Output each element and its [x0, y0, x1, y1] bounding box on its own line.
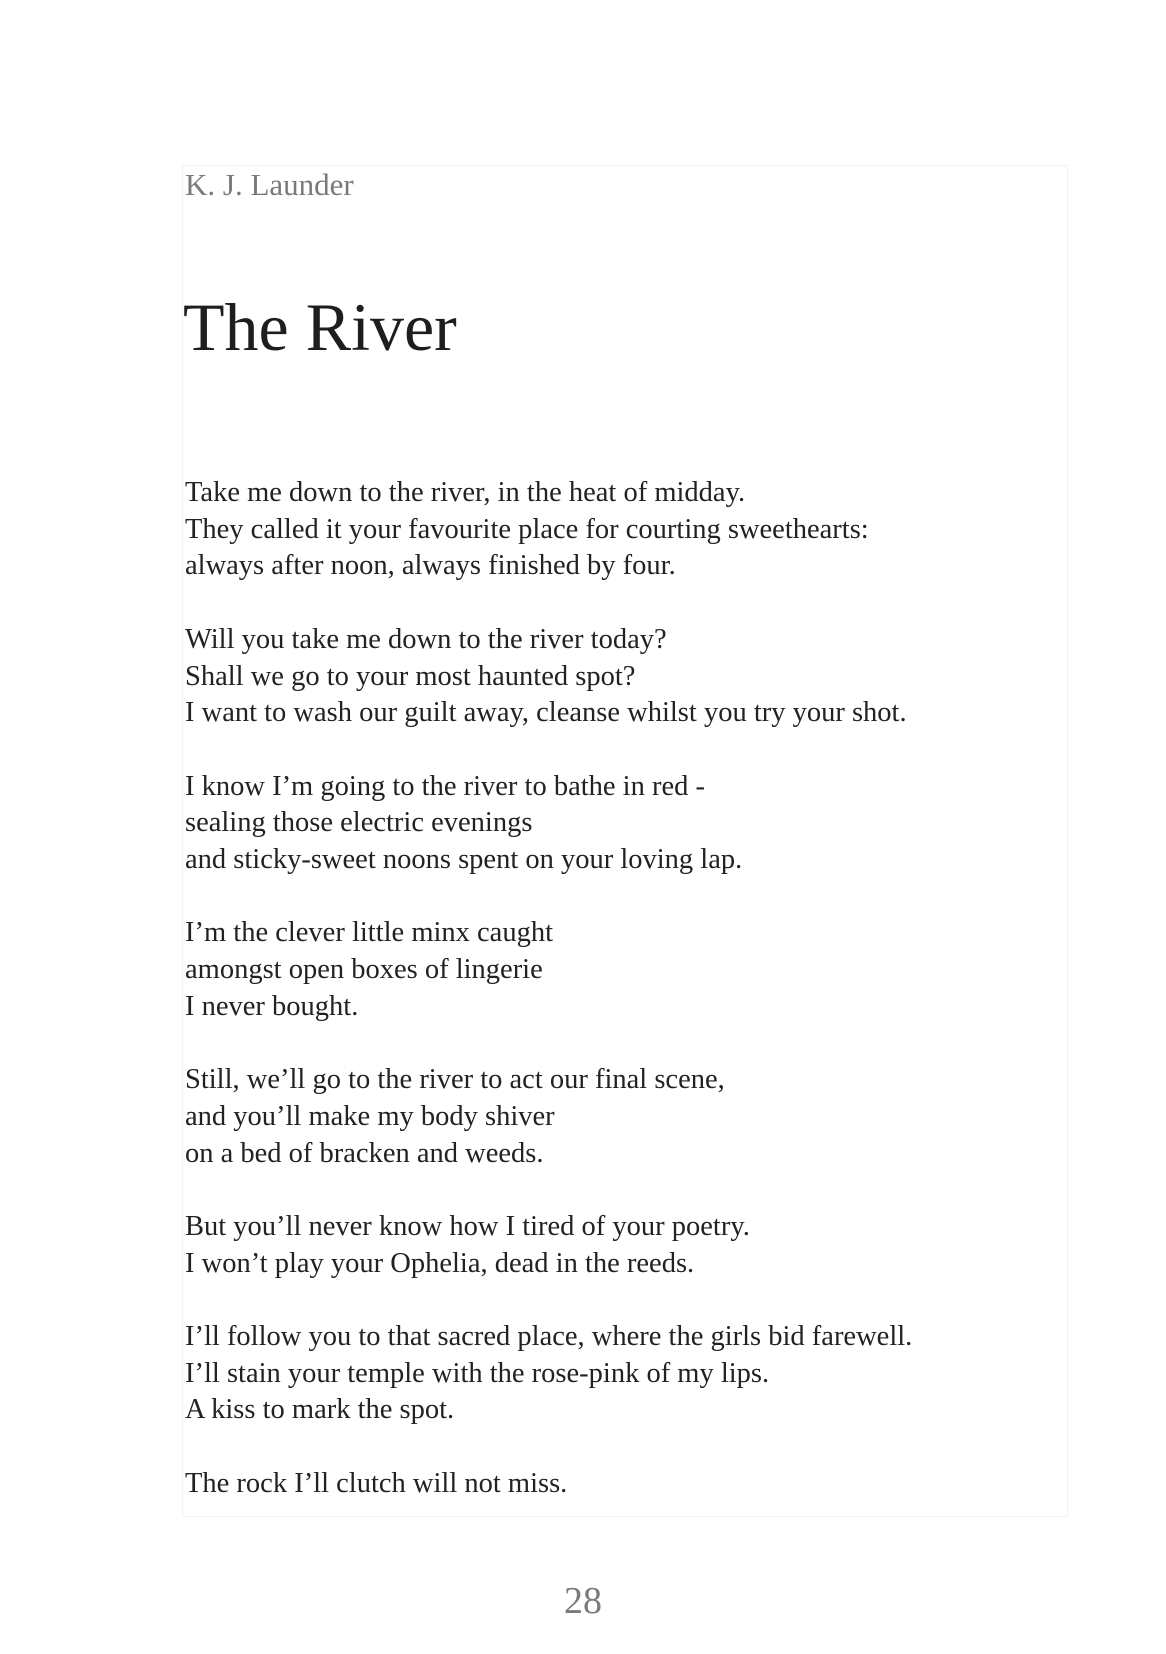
stanza-1: [185, 475, 1055, 585]
stanza-2: [185, 622, 1055, 732]
poem-line: Shall we go to your most haunted spot?: [185, 660, 636, 692]
poem-line: But you’ll never know how I tired of your poetry.: [185, 1210, 750, 1242]
poem-line: sealing those electric evenings: [185, 807, 533, 839]
stanza-6: [185, 1209, 1055, 1282]
stanza-4: [185, 915, 1055, 1025]
poem-line: I want to wash our guilt away, cleanse whilst you try your shot.: [185, 697, 907, 729]
poem-line: amongst open boxes of lingerie: [185, 954, 543, 986]
poem-line: and you’ll make my body shiver: [185, 1100, 555, 1132]
author-name: K. J. Launder: [185, 167, 354, 202]
poem-line: always after noon, always finished by four.: [185, 550, 676, 582]
poem-title: The River: [183, 289, 457, 365]
poem-line: I know I’m going to the river to bathe in red -: [185, 770, 705, 802]
poem-line: The rock I’ll clutch will not miss.: [185, 1467, 568, 1499]
poem-line: A kiss to mark the spot.: [185, 1394, 455, 1426]
stanza-3: [185, 769, 1055, 879]
poem-line: I never bought.: [185, 990, 359, 1022]
stanza-8: [185, 1466, 1055, 1503]
poem-line: They called it your favourite place for courting sweethearts:: [185, 513, 869, 545]
stanza-7: [185, 1319, 1055, 1429]
stanza-5: [185, 1062, 1055, 1172]
poem-line: I’m the clever little minx caught: [185, 917, 553, 949]
poem-line: Take me down to the river, in the heat of midday.: [185, 477, 746, 508]
poem-body: [185, 475, 1055, 1539]
poem-line: I’ll follow you to that sacred place, where the girls bid farewell.: [185, 1321, 913, 1353]
poem-line: and sticky-sweet noons spent on your loving lap.: [185, 844, 743, 875]
poem-line: on a bed of bracken and weeds.: [185, 1137, 544, 1169]
poem-line: I’ll stain your temple with the rose-pink of my lips.: [185, 1357, 770, 1389]
poem-line: Still, we’ll go to the river to act our final scene,: [185, 1064, 725, 1096]
poem-line: Will you take me down to the river today?: [185, 623, 667, 655]
poem-line: I won’t play your Ophelia, dead in the reeds.: [185, 1247, 695, 1279]
page-number: 28: [564, 1580, 602, 1622]
